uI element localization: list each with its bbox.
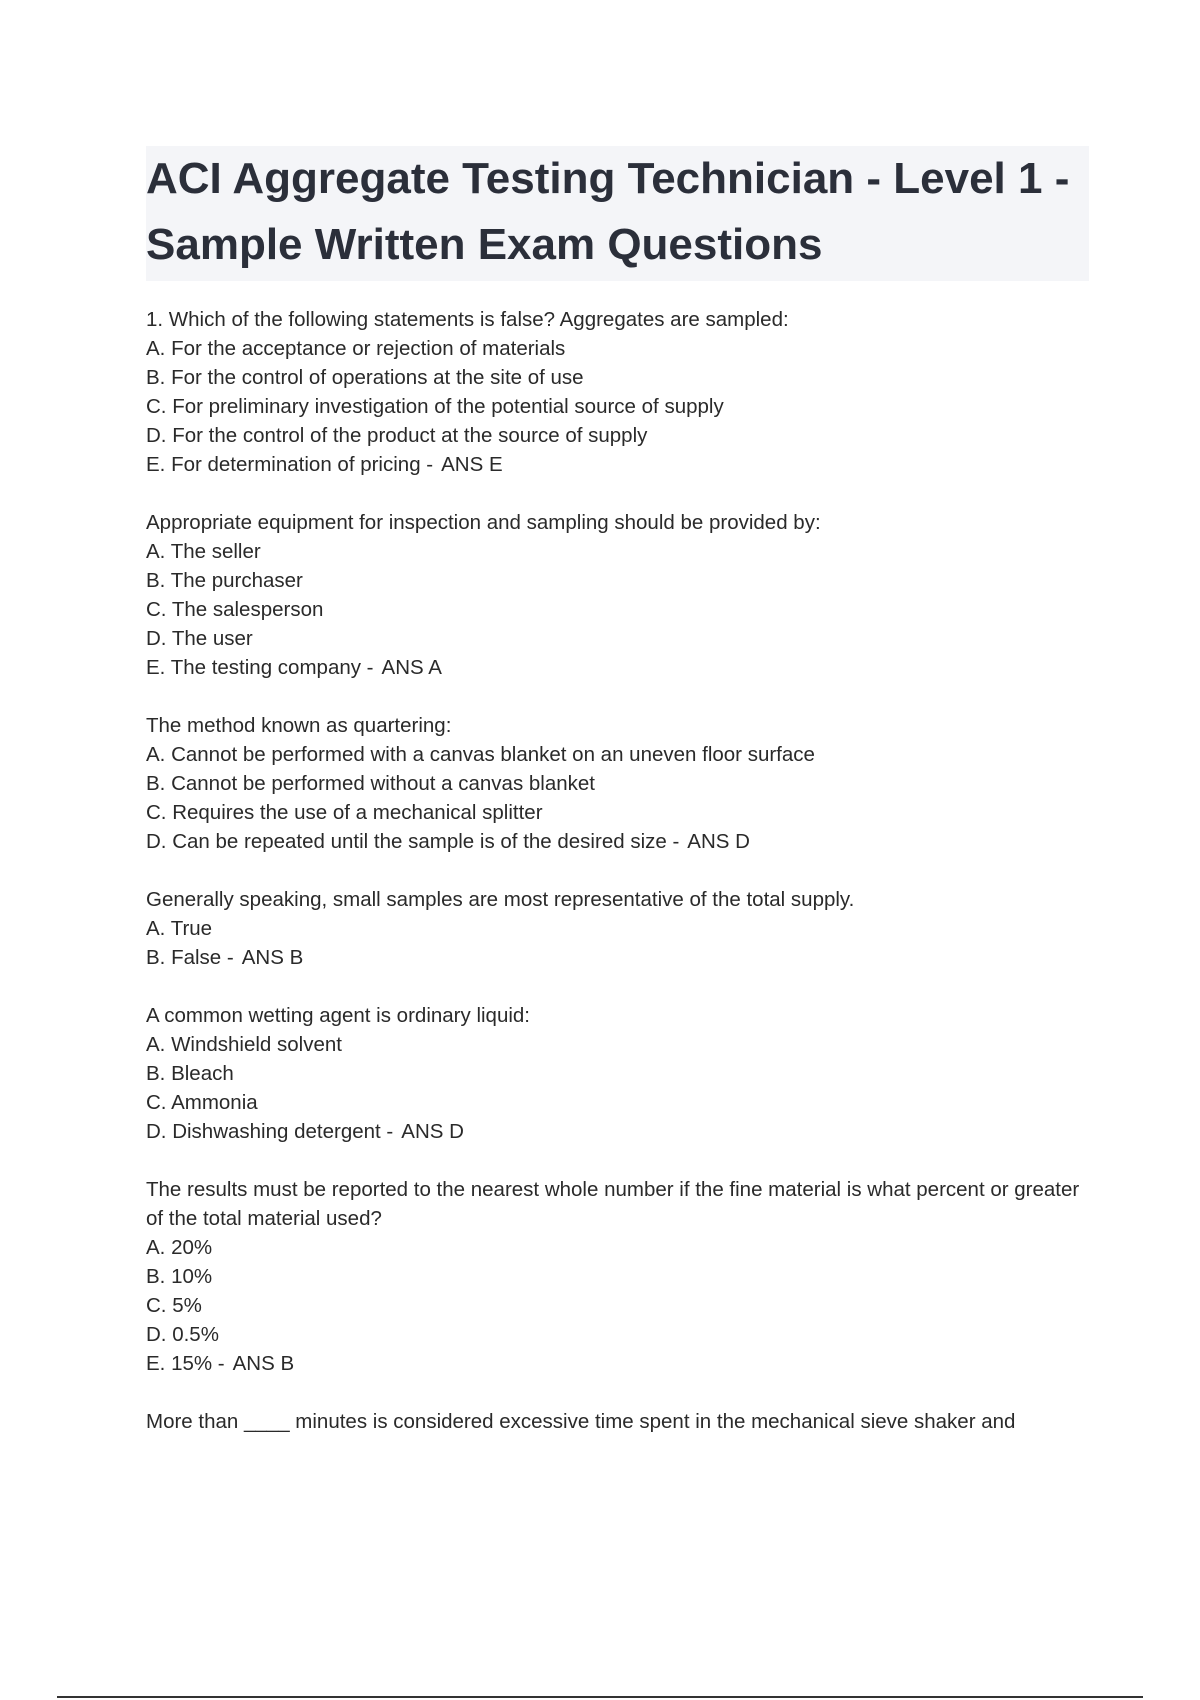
- answer-option-with-key: [146, 827, 1096, 856]
- answer-option: D. The user: [146, 627, 253, 650]
- answer-option-with-key: [146, 943, 1096, 972]
- question-prompt: 1. Which of the following statements is false? Aggregates are sampled:: [146, 308, 789, 331]
- question-prompt: More than ____ minutes is considered excessive time spent in the mechanical sieve shaker and: [146, 1410, 1016, 1433]
- answer-option: C. Requires the use of a mechanical splitter: [146, 801, 543, 824]
- page-title: ACI Aggregate Testing Technician - Level 1 - Sample Written Exam Questions: [146, 154, 1070, 269]
- answer-option-with-key: [146, 1117, 1096, 1146]
- question-item: [146, 1407, 1096, 1436]
- question-prompt: A common wetting agent is ordinary liquid:: [146, 1004, 531, 1027]
- answer-option: E. The testing company -: [146, 656, 374, 679]
- answer-key: ANS B: [232, 1352, 295, 1375]
- answer-option: C. Ammonia: [146, 1091, 258, 1114]
- answer-option: E. 15% -: [146, 1352, 225, 1375]
- question-item: [146, 1001, 1096, 1146]
- answer-option: D. 0.5%: [146, 1323, 219, 1346]
- answer-option: C. For preliminary investigation of the potential source of supply: [146, 395, 724, 418]
- title-banner: [146, 146, 1089, 281]
- question-item: [146, 885, 1096, 972]
- answer-option: B. The purchaser: [146, 569, 303, 592]
- answer-option: D. Can be repeated until the sample is of the desired size -: [146, 830, 680, 853]
- question-prompt: Generally speaking, small samples are most representative of the total supply.: [146, 888, 855, 911]
- answer-key: ANS E: [441, 453, 503, 476]
- question-prompt: The method known as quartering:: [146, 714, 452, 737]
- answer-option: D. For the control of the product at the source of supply: [146, 424, 648, 447]
- answer-key: ANS B: [241, 946, 304, 969]
- answer-option: E. For determination of pricing -: [146, 453, 434, 476]
- answer-option: C. The salesperson: [146, 598, 324, 621]
- answer-option: B. Cannot be performed without a canvas blanket: [146, 772, 595, 795]
- answer-option: A. 20%: [146, 1236, 213, 1259]
- answer-option: A. Cannot be performed with a canvas blanket on an uneven floor surface: [146, 743, 815, 766]
- question-item: [146, 1175, 1096, 1378]
- question-prompt: Appropriate equipment for inspection and sampling should be provided by:: [146, 511, 821, 534]
- answer-key: ANS D: [687, 830, 750, 853]
- answer-key: ANS D: [401, 1120, 464, 1143]
- question-item: [146, 305, 1096, 479]
- question-item: [146, 508, 1096, 682]
- answer-option: B. For the control of operations at the site of use: [146, 366, 584, 389]
- answer-option-with-key: [146, 653, 1096, 682]
- answer-option: C. 5%: [146, 1294, 202, 1317]
- answer-option: B. Bleach: [146, 1062, 234, 1085]
- answer-option: B. False -: [146, 946, 234, 969]
- question-list: [146, 305, 1096, 1465]
- answer-key: ANS A: [381, 656, 442, 679]
- answer-option: D. Dishwashing detergent -: [146, 1120, 394, 1143]
- answer-option: A. For the acceptance or rejection of materials: [146, 337, 566, 360]
- question-prompt: The results must be reported to the nearest whole number if the fine material is what percent or greater of the total material used?: [146, 1178, 1080, 1230]
- answer-option-with-key: [146, 1349, 1096, 1378]
- answer-option: A. The seller: [146, 540, 261, 563]
- footer-divider: [57, 1696, 1143, 1698]
- answer-option: A. True: [146, 917, 213, 940]
- question-item: [146, 711, 1096, 856]
- answer-option: A. Windshield solvent: [146, 1033, 342, 1056]
- answer-option: B. 10%: [146, 1265, 213, 1288]
- answer-option-with-key: [146, 450, 1096, 479]
